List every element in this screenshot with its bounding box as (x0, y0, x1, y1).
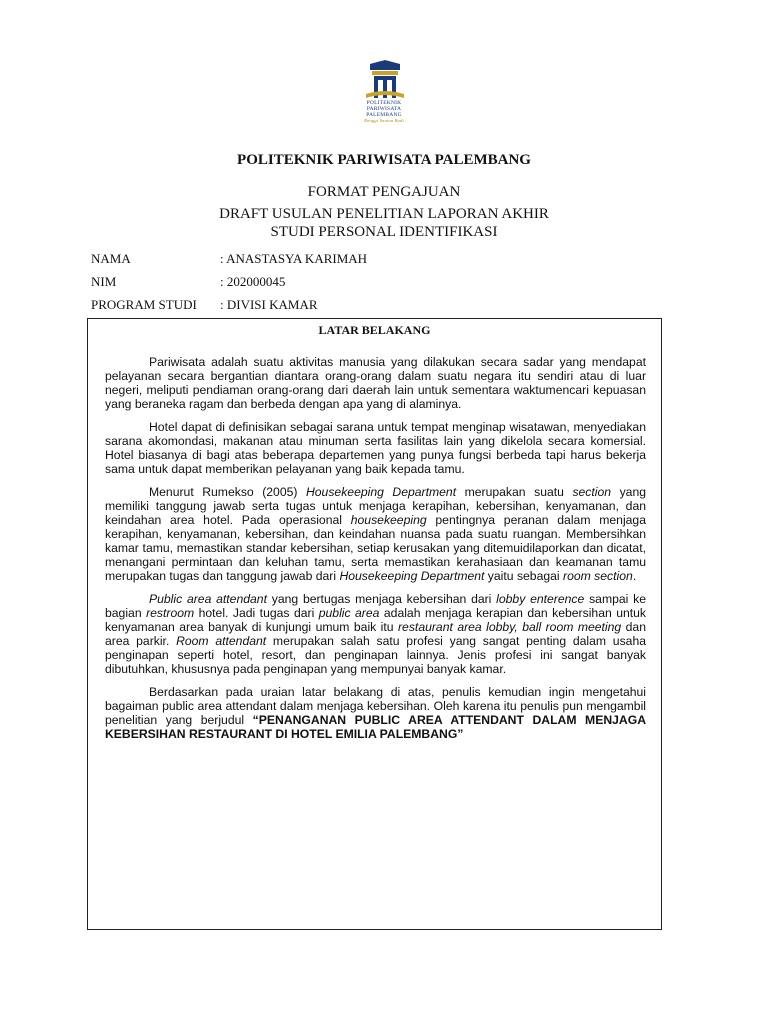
form-title: FORMAT PENGAJUAN (307, 184, 461, 200)
section-content (105, 355, 646, 750)
section-title: LATAR BELAKANG (318, 323, 431, 337)
paragraph-4: Public area attendant yang bertugas menjaga kebersihan dari lobby enterence sampai ke bagian restroom hotel. Jadi tugas dari public area adalah menjaga kerapian dan kebersihan untuk kenyamanan area banyak di kunjungi umum baik itu restaurant area lobby, ball room meeting dan area parkir. Room attendant merupakan salah satu profesi yang sangat penting dalam usaha penginapan seperti hotel, resort, dan penginapan lainnya. Jenis profesi ini sangat banyak dibutuhkan, khususnya pada penginapan yang mempunyai banyak kamar. (105, 591, 647, 677)
logo-line-2: PARIWISATA (366, 106, 402, 112)
form-subtitle-1: DRAFT USULAN PENELITIAN LAPORAN AKHIR (219, 206, 549, 222)
paragraph-1: Pariwisata adalah suatu aktivitas manusia yang dilakukan secara sadar yang mendapat pelayanan secara bergantian diantara orang-orang dalam suatu negara itu sendiri atau di luar negeri, meliputi pendiaman orang-orang dari daerah lain untuk sementara waktumencari kepuasan yang beraneka ragam dan berbeda dengan apa yang di alaminya. (105, 355, 646, 412)
nim-label: NIM (91, 274, 117, 289)
identity-nim-row (91, 274, 285, 290)
institution-name: POLITEKNIK PARIWISATA PALEMBANG (237, 152, 531, 168)
research-title: “PENANGANAN PUBLIC AREA ATTENDANT DALAM MENJAGA KEBERSIHAN RESTAURANT DI HOTEL EMILIA PALEMBANG” (105, 713, 646, 742)
logo-line-3: PALEMBANG (366, 112, 402, 118)
paragraph-5: Berdasarkan pada uraian latar belakang di atas, penulis kemudian ingin mengetahui bagaiman public area attendant dalam menjaga kebersihan. Oleh karena itu penulis pun mengambil penelitian yang berjudul “PENANGANAN PUBLIC AREA ATTENDANT DALAM MENJAGA KEBERSIHAN RESTAURANT DI HOTEL EMILIA PALEMBANG” (105, 684, 646, 742)
prodi-value: : DIVISI KAMAR (220, 297, 318, 312)
nama-label: NAMA (91, 251, 131, 266)
paragraph-3: Menurut Rumekso (2005) Housekeeping Department merupakan suatu section yang memiliki tanggung jawab serta tugas untuk menjaga kerapihan, kebersihan, kenyamanan, dan keindahan area hotel. Pada operasional housekeeping pentingnya peranan dalam menjaga kerapihan, kenyamanan, kebersihan, dan keindahan nuansa pada suatu ruangan. Membersihkan kamar tamu, memastikan standar kebersihan, setiap kerusakan yang ditemuidilaporkan dan dicatat, menangani permintaan dan keluhan tamu, serta memastikan kerahasiaan dan keamanan tamu merupakan tugas dan tanggung jawab dari Housekeeping Department yaitu sebagai room section. (105, 484, 647, 584)
logo-text (340, 100, 428, 124)
prodi-label: PROGRAM STUDI (91, 297, 197, 312)
paragraph-2: Hotel dapat di definisikan sebagai sarana untuk tempat menginap wisatawan, menyediakan sarana akomondasi, makanan atau minuman serta fasilitas lain yang dikelola secara komersial. Hotel biasanya di bagi atas beberapa departemen yang punya fungsi berbeda tapi harus bekerja sama untuk dapat memberikan pelayanan yang baik kepada tamu. (105, 419, 646, 477)
identity-nama-row (91, 251, 367, 267)
logo-line-1: POLITEKNIK (366, 100, 402, 106)
latar-belakang-box (87, 318, 662, 930)
identity-prodi-row (91, 297, 318, 313)
nama-value: : ANASTASYA KARIMAH (220, 251, 368, 266)
form-subtitle-2: STUDI PERSONAL IDENTIFIKASI (270, 224, 498, 240)
logo-tagline: Ranggi Santun Budi (364, 118, 404, 123)
nim-value: : 202000045 (220, 274, 286, 289)
